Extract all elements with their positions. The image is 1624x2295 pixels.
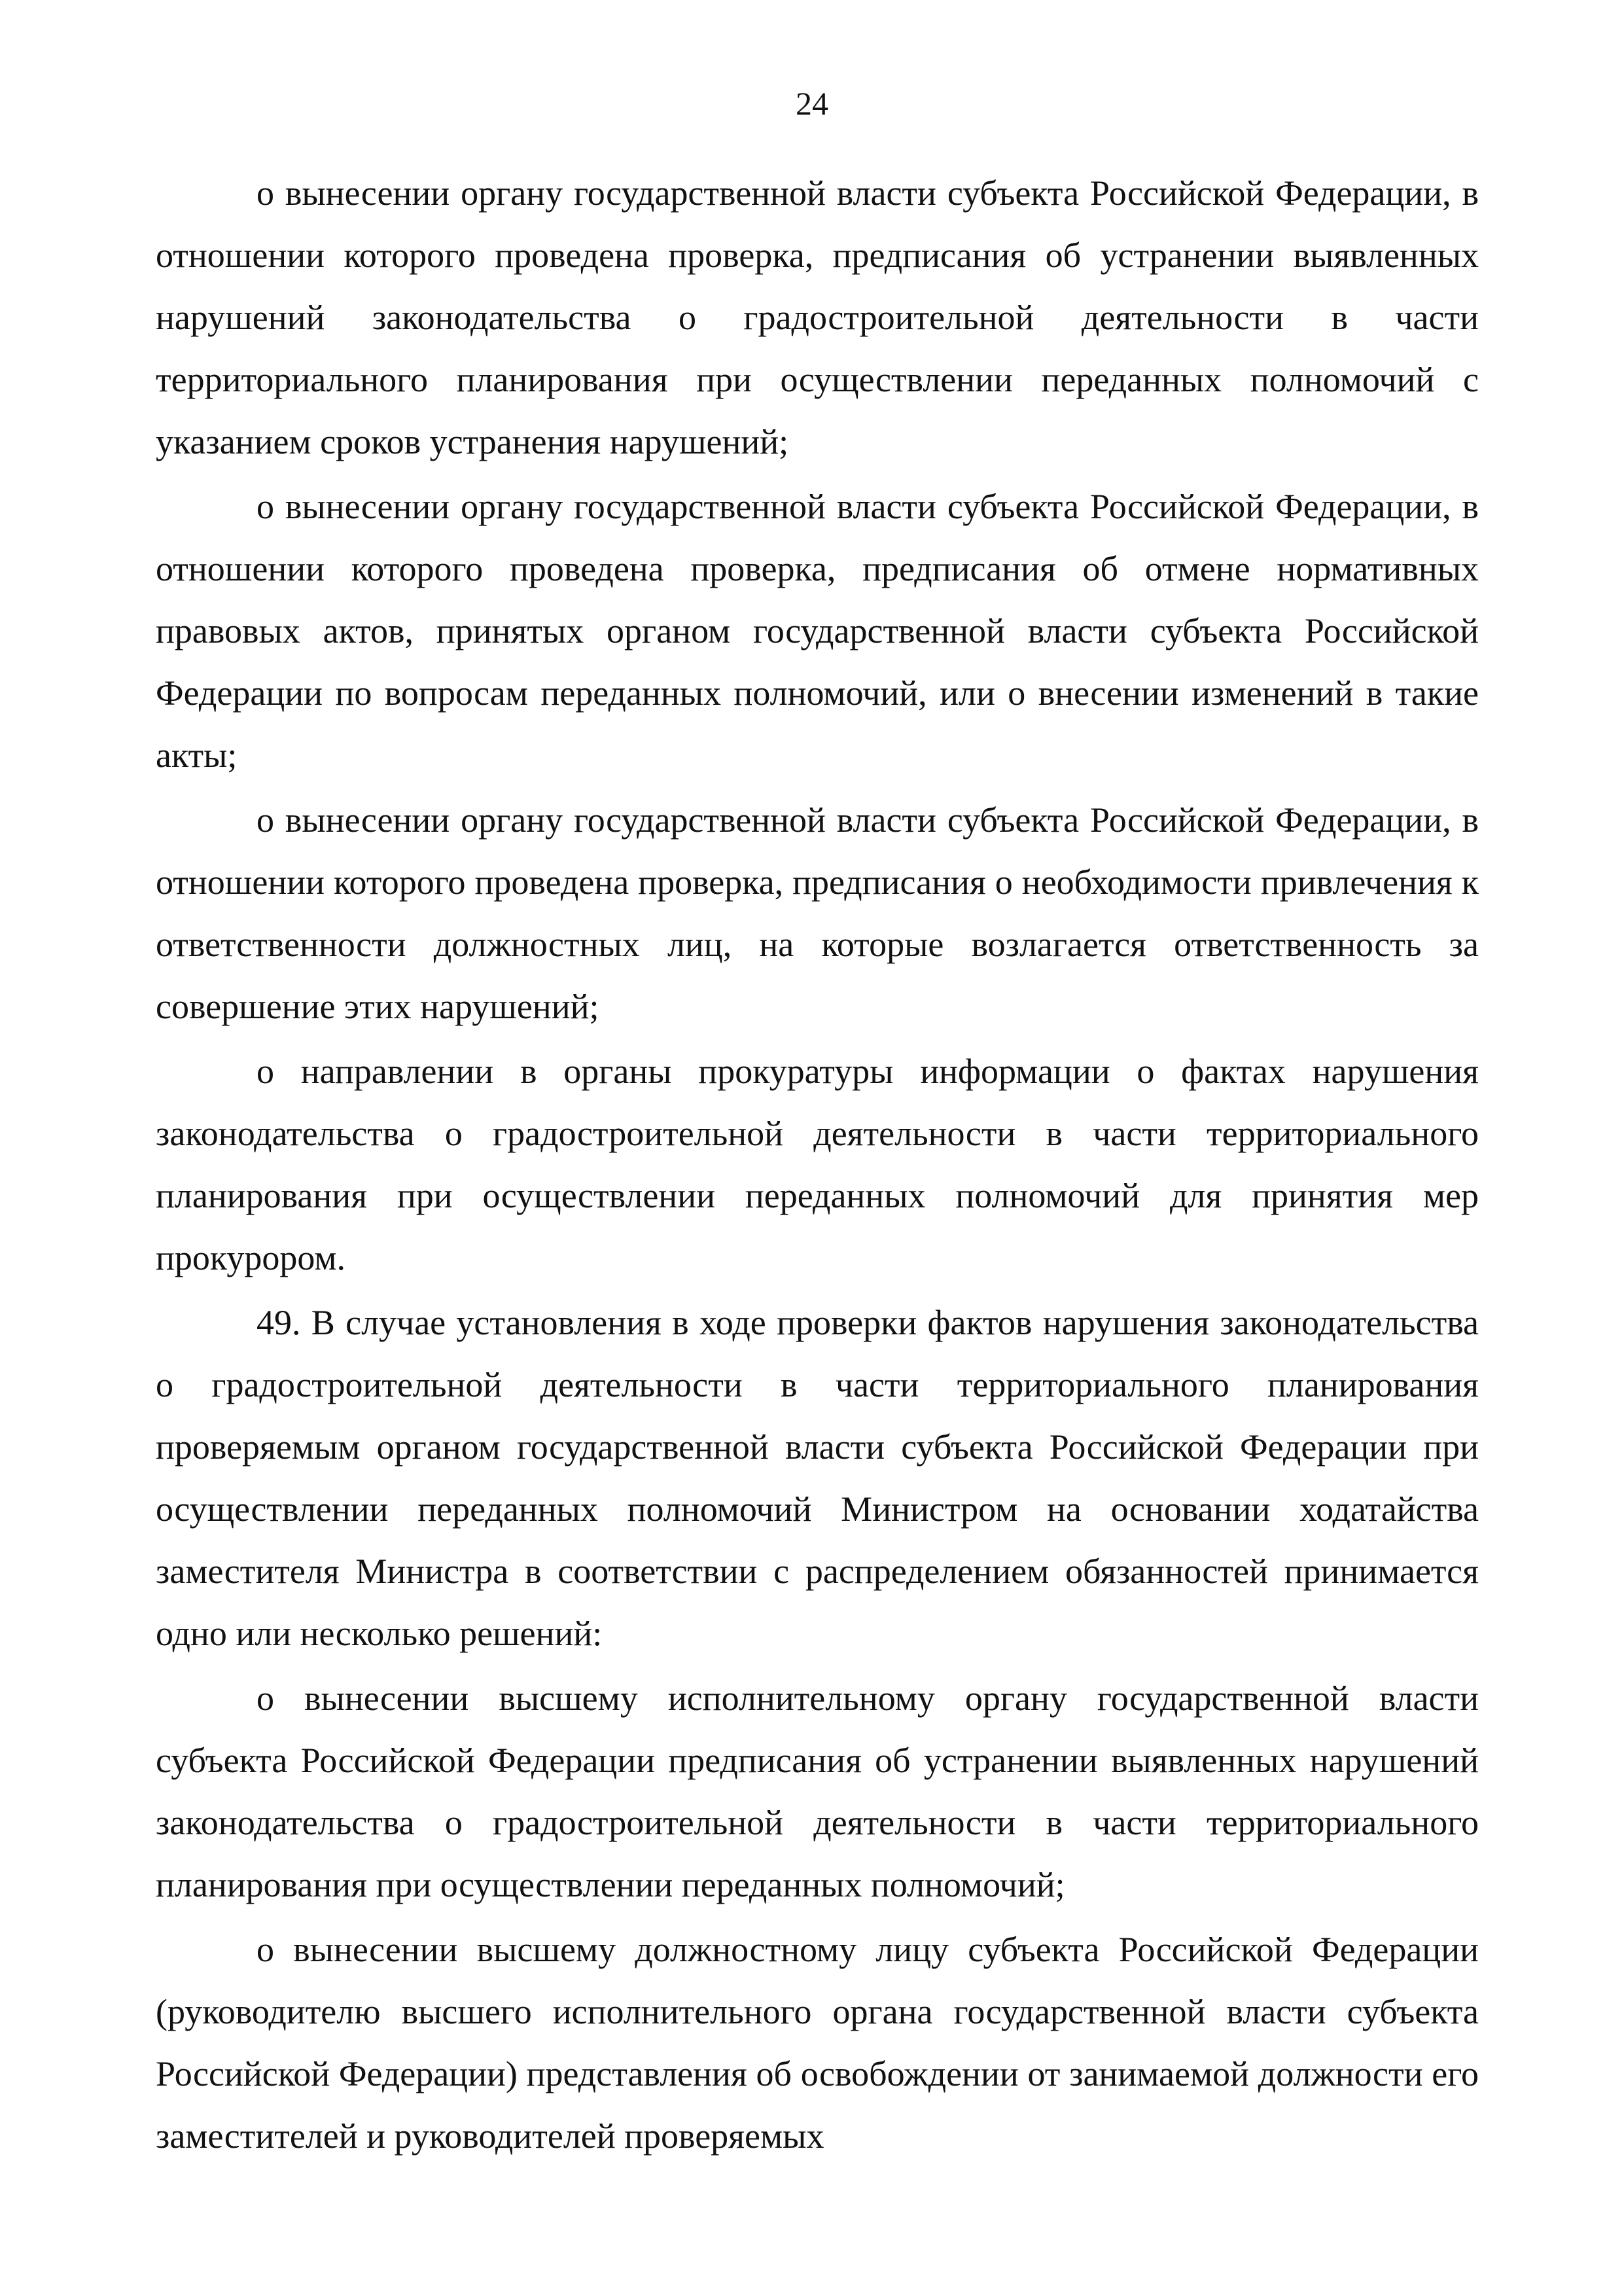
- paragraph-6: о вынесении высшему исполнительному органу государственной власти субъекта Российской Федерации предписания об устранении выявленных нарушений законодательства о градостроительной деятельности в части территориального планирования при осуществлении переданных полномочий;: [156, 1679, 1479, 1904]
- page-number: 24: [796, 85, 828, 122]
- paragraph-2: о вынесении органу государственной власти субъекта Российской Федерации, в отношении которого проведена проверка, предписания об отмене нормативных правовых актов, принятых органом государственной власти субъекта Российской Федерации по вопросам переданных полномочий, или о внесении изменений в такие акты;: [156, 487, 1479, 775]
- paragraph-3: о вынесении органу государственной власти субъекта Российской Федерации, в отношении которого проведена проверка, предписания о необходимости привлечения к ответственности должностных лиц, на которые возлагается ответственность за совершение этих нарушений;: [156, 800, 1479, 1026]
- paragraph-1: о вынесении органу государственной власти субъекта Российской Федерации, в отношении которого проведена проверка, предписания об устранении выявленных нарушений законодательства о градостроительной деятельности в части территориального планирования при осуществлении переданных полномочий с указанием сроков устранения нарушений;: [156, 173, 1479, 461]
- paragraph-7: о вынесении высшему должностному лицу субъекта Российской Федерации (руководителю высшего исполнительного органа государственной власти субъекта Российской Федерации) представления об освобождении от занимаемой должности его заместителей и руководителей проверяемых: [156, 1930, 1479, 2156]
- document-body: [156, 162, 1479, 2167]
- paragraph-5-clause-49: 49. В случае установления в ходе проверки фактов нарушения законодательства о градостроительной деятельности в части территориального планирования проверяемым органом государственной власти субъекта Российской Федерации при осуществлении переданных полномочий Министром на основании ходатайства заместителя Министра в соответствии с распределением обязанностей принимается одно или несколько решений:: [156, 1303, 1479, 1653]
- paragraph-4: о направлении в органы прокуратуры информации о фактах нарушения законодательства о градостроительной деятельности в части территориального планирования при осуществлении переданных полномочий для принятия мер прокурором.: [156, 1052, 1479, 1277]
